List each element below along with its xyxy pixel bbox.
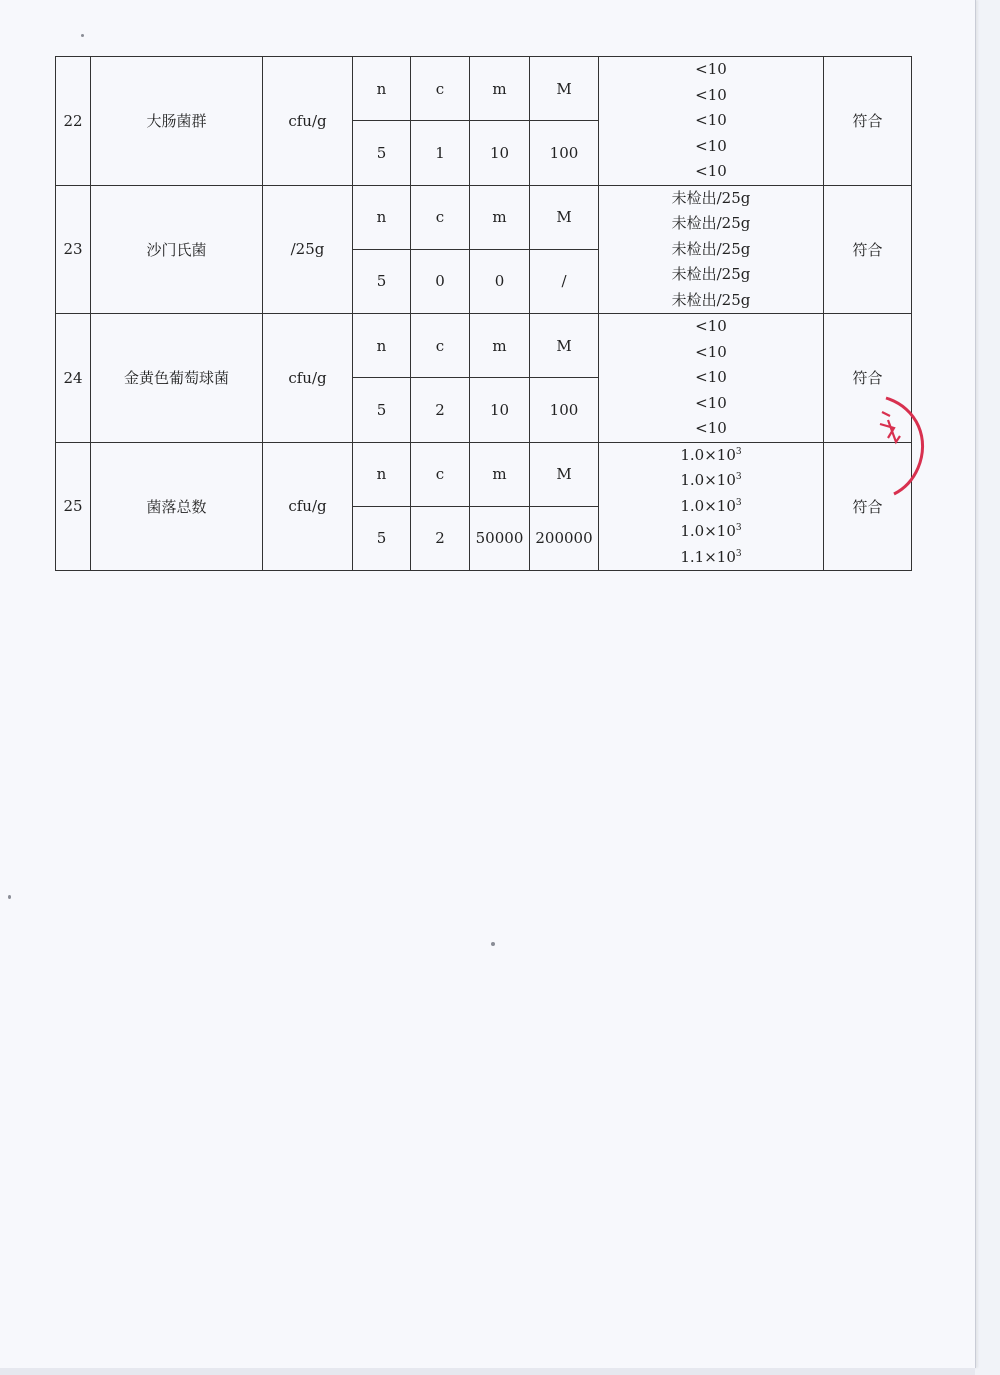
result-value: 未检出/25g	[671, 188, 751, 207]
result-value: <10	[695, 419, 727, 437]
plan-value-M: 100	[530, 121, 599, 185]
plan-header-n: n	[353, 57, 411, 121]
result-value: $1.0\times 10^3$	[680, 496, 742, 515]
result-value: <10	[695, 60, 727, 78]
exponent: 3	[735, 523, 742, 533]
result-values	[599, 442, 824, 571]
plan-value-c: 0	[411, 249, 470, 313]
item-number: 24	[56, 314, 91, 443]
plan-header-m: m	[470, 185, 530, 249]
plan-value-M: 100	[530, 378, 599, 442]
plan-value-c: 2	[411, 506, 470, 570]
result-value: $1.0\times 10^3$	[680, 522, 742, 540]
result-value: <10	[695, 368, 727, 386]
result-values	[599, 314, 824, 443]
item-name: 大肠菌群	[91, 57, 263, 186]
result-value: <10	[695, 136, 727, 155]
result-value: 未检出/25g	[671, 265, 751, 283]
plan-header-c: c	[411, 57, 470, 121]
table-row	[56, 442, 912, 506]
result-value: <10	[695, 317, 727, 335]
item-name: 沙门氏菌	[91, 185, 263, 314]
table-row	[56, 57, 912, 121]
verdict: 符合	[824, 185, 912, 314]
plan-header-M: M	[530, 442, 599, 506]
result-value: <10	[695, 393, 727, 412]
exponent: 3	[735, 446, 742, 457]
page-bottom-edge	[0, 1368, 975, 1375]
plan-value-m: 0	[470, 249, 530, 313]
exponent: 3	[735, 472, 742, 482]
plan-header-n: n	[353, 185, 411, 249]
scan-speck	[491, 942, 495, 946]
item-number: 22	[56, 57, 91, 186]
plan-header-m: m	[470, 57, 530, 121]
result-value: 未检出/25g	[671, 290, 751, 309]
item-number: 23	[56, 185, 91, 314]
result-value: $1.1\times 10^3$	[680, 547, 742, 566]
plan-header-c: c	[411, 314, 470, 378]
verdict: 符合	[824, 442, 912, 571]
result-value: $1.0\times 10^3$	[680, 471, 742, 489]
plan-value-m: 10	[470, 378, 530, 442]
plan-value-n: 5	[353, 121, 411, 185]
plan-value-m: 10	[470, 121, 530, 185]
plan-header-n: n	[353, 442, 411, 506]
verdict: 符合	[824, 314, 912, 443]
item-unit: cfu/g	[263, 442, 353, 571]
item-name: 菌落总数	[91, 442, 263, 571]
scan-speck	[8, 895, 11, 899]
plan-header-M: M	[530, 57, 599, 121]
plan-header-c: c	[411, 442, 470, 506]
table-row	[56, 185, 912, 249]
plan-value-c: 1	[411, 121, 470, 185]
exponent: 3	[735, 497, 742, 508]
plan-header-M: M	[530, 185, 599, 249]
result-values	[599, 185, 824, 314]
plan-header-m: m	[470, 314, 530, 378]
test-results-table	[55, 56, 912, 571]
plan-value-c: 2	[411, 378, 470, 442]
plan-value-n: 5	[353, 249, 411, 313]
item-unit: /25g	[263, 185, 353, 314]
plan-header-c: c	[411, 185, 470, 249]
result-value: <10	[695, 85, 727, 104]
result-value: $1.0\times 10^3$	[680, 445, 742, 464]
result-values	[599, 57, 824, 186]
scan-speck	[81, 34, 84, 37]
item-name: 金黄色葡萄球菌	[91, 314, 263, 443]
plan-header-M: M	[530, 314, 599, 378]
plan-value-n: 5	[353, 506, 411, 570]
exponent: 3	[735, 548, 742, 559]
table-row	[56, 314, 912, 378]
item-unit: cfu/g	[263, 314, 353, 443]
result-value: <10	[695, 111, 727, 129]
verdict: 符合	[824, 57, 912, 186]
result-value: <10	[695, 162, 727, 180]
plan-value-M: 200000	[530, 506, 599, 570]
result-value: 未检出/25g	[671, 239, 751, 258]
plan-header-n: n	[353, 314, 411, 378]
plan-header-m: m	[470, 442, 530, 506]
result-value: 未检出/25g	[671, 214, 751, 232]
plan-value-m: 50000	[470, 506, 530, 570]
plan-value-M: /	[530, 249, 599, 313]
item-unit: cfu/g	[263, 57, 353, 186]
plan-value-n: 5	[353, 378, 411, 442]
item-number: 25	[56, 442, 91, 571]
result-value: <10	[695, 342, 727, 361]
